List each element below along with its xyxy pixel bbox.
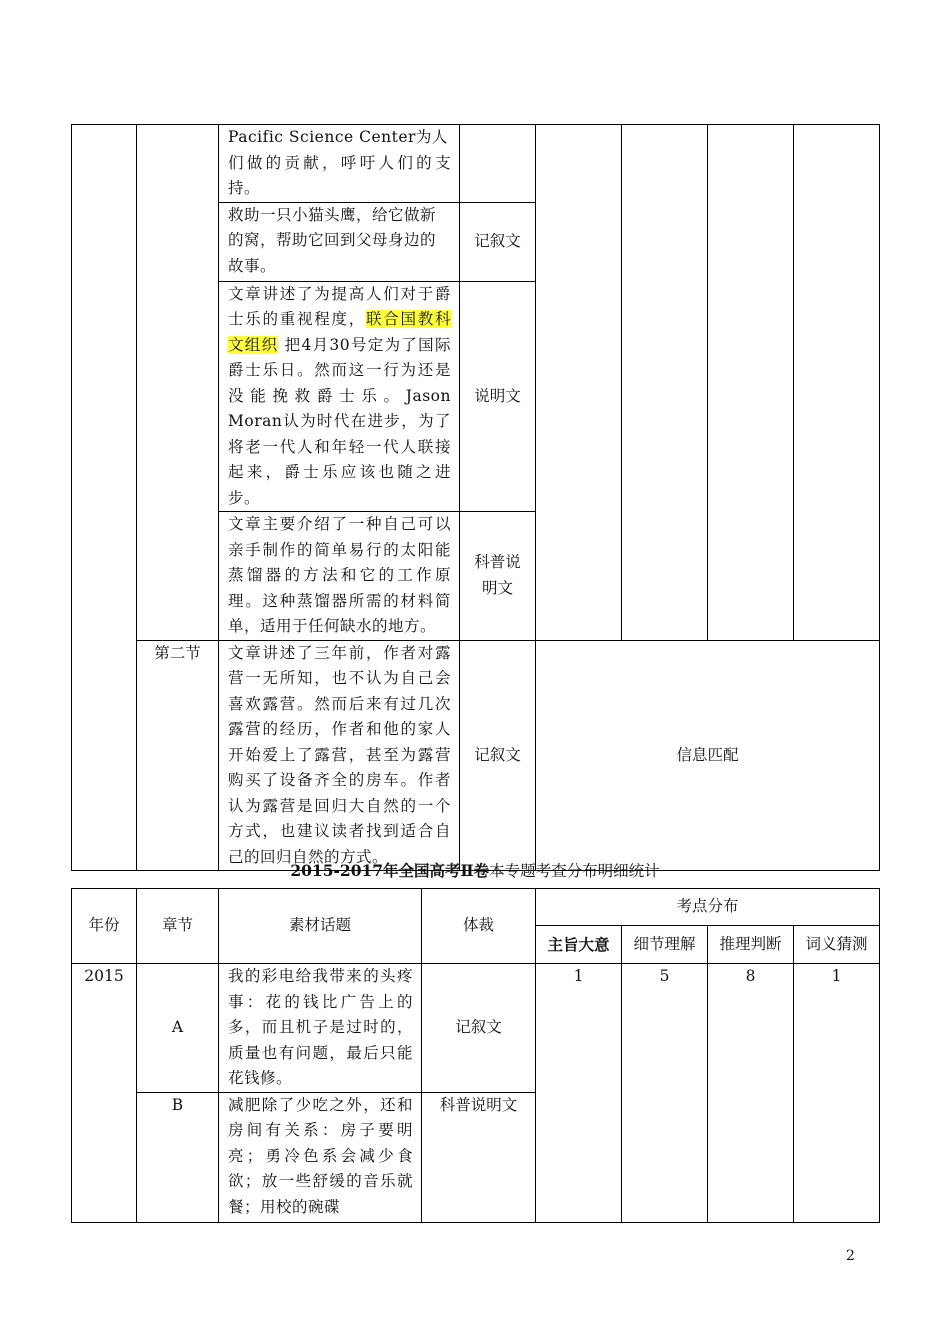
header-section: 章节 [137,889,219,964]
genre-cell: 科普说明文 [422,1092,536,1222]
material-cell: 文章主要介绍了一种自己可以亲手制作的简单易行的太阳能蒸馏器的方法和它的工作原理。这种蒸馏器所需的材料简单，适用于任何缺水的地方。 [219,512,460,641]
title-bold: 2015-2017年全国高考Ⅱ卷 [290,861,490,880]
material-line: 故事。 [228,256,277,275]
points-cell: 信息匹配 [536,640,880,871]
material-line: Pacific Science Center为人 [228,128,448,146]
genre-cell [460,512,536,641]
page-number: 2 [846,1248,855,1264]
topic-cell: 我的彩电给我带来的头疼事：花的钱比广告上的多，而且机子是过时的，质量也有问题，最后只能花钱修。 [219,964,422,1093]
material-line: 的窝，帮助它回到父母身边的 [228,231,437,249]
section-cell: B [137,1092,219,1222]
section-cell: 第二节 [137,640,219,871]
genre-cell: 说明文 [460,281,536,512]
points-cell-word [794,125,880,641]
topic-cell: 减肥除了少吃之外，还和房间有关系：房子要明亮；勇冷色系会减少食欲；放一些舒缓的音乐就餐；用校的碗碟 [219,1092,422,1222]
genre-cell [460,125,536,203]
genre-cell: 记叙文 [460,640,536,871]
header-points: 考点分布 [536,889,880,926]
material-text: 把4月30号定为了国际爵士乐日。然而这一行为还是没能挽救爵士乐。Jason Moran认为时代在进步，为了将老一代人和年轻一代人联接起来，爵士乐应该也随之进步。 [228,335,451,507]
table-title [71,860,879,882]
material-cell [219,202,460,281]
header-main-idea: 主旨大意 [536,926,622,964]
points-cell-main-idea [536,125,622,641]
material-cell: 文章讲述了三年前，作者对露营一无所知，也不认为自己会喜欢露营。然而后来有过几次露营的经历，作者和他的家人开始爱上了露营，甚至为露营购买了设备齐全的房车。作者认为露营是回归大自然的一个方式，也建议读者找到适合自己的回归自然的方式。 [219,640,460,871]
header-year: 年份 [72,889,137,964]
detail-count: 5 [622,964,708,1223]
section-cell-empty [137,125,219,641]
points-cell-detail [622,125,708,641]
points-cell-inference [708,125,794,641]
header-genre: 体裁 [422,889,536,964]
material-cell [219,281,460,512]
material-line: 们做的贡献，呼吁人们的支持。 [228,153,451,197]
material-line: 救助一只小猫头鹰，给它做新 [228,205,437,224]
material-cell [219,125,460,203]
statistics-table [71,888,880,1223]
main-idea-count: 1 [536,964,622,1223]
header-topic: 素材话题 [219,889,422,964]
year-cell-empty [72,125,137,871]
genre-cell: 记叙文 [460,202,536,281]
year-cell: 2015 [72,964,137,1223]
continuation-table [71,124,880,871]
section-cell: A [137,964,219,1093]
highlighted-text: 联合国教科文组织 [228,310,451,354]
header-inference: 推理判断 [708,926,794,964]
genre-text: 科普说明文 [474,553,521,597]
inference-count: 8 [708,964,794,1223]
header-detail: 细节理解 [622,926,708,964]
material-text: 文章讲述了为提高人们对于爵士乐的重视程度， [228,284,451,328]
genre-cell: 记叙文 [422,964,536,1093]
header-word: 词义猜测 [794,926,880,964]
word-count: 1 [794,964,880,1223]
title-normal: 本专题考查分布明细统计 [489,862,660,880]
